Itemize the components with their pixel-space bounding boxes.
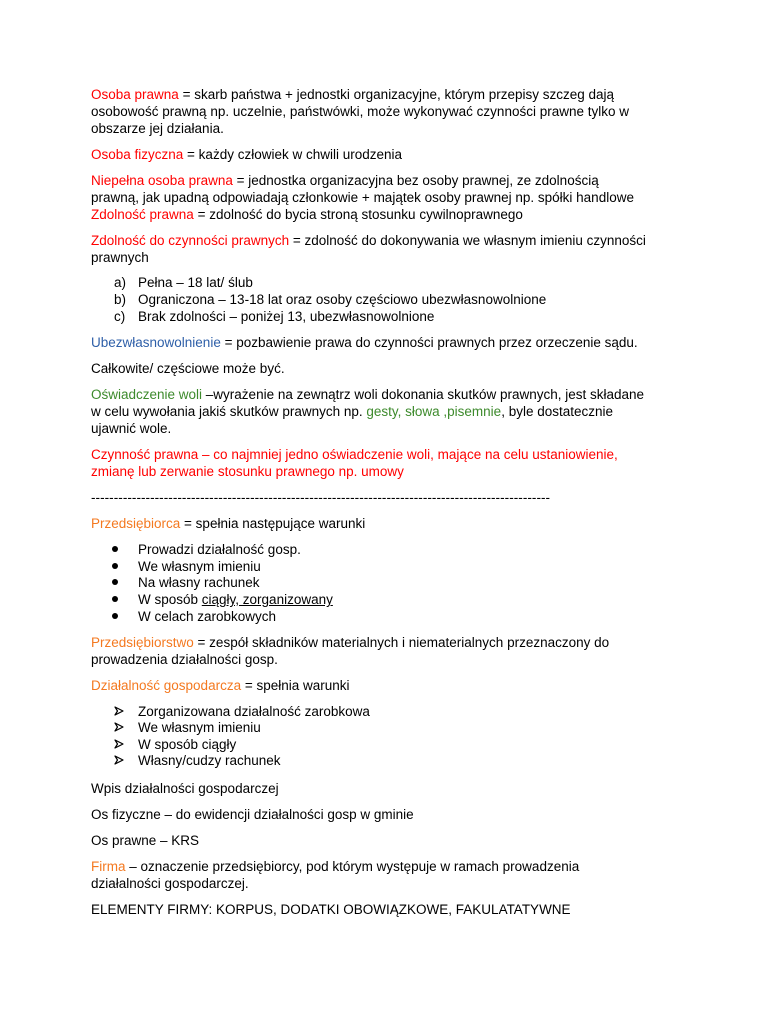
firma-line-2: działalności gospodarczej. — [91, 876, 249, 891]
list-item-text: W sposób — [138, 592, 202, 607]
term-przedsiebiorca: Przedsiębiorca — [91, 516, 181, 531]
definition-text: = spełnia następujące warunki — [180, 516, 366, 531]
bullet-icon — [112, 613, 118, 619]
list-item: Zorganizowana działalność zarobkowa — [138, 704, 370, 719]
definition-text: = pozbawienie prawa do czynności prawnych przez orzeczenie sądu. — [220, 335, 638, 350]
oswiadczenie-woli-line-1 — [91, 386, 644, 403]
osoba-prawna-line-3: obszarze jej działania. — [91, 121, 224, 136]
term-zdolnosc-do-czynnosci: Zdolność do czynności prawnych — [91, 233, 290, 248]
definition-text: = każdy człowiek w chwili urodzenia — [183, 147, 403, 162]
definition-text: –wyrażenie na zewnątrz woli dokonania skutków prawnych, jest składane — [202, 387, 645, 402]
list-marker: a) — [114, 275, 127, 290]
elements-heading: ELEMENTY FIRMY: KORPUS, DODATKI OBOWIĄZKOWE, FAKULATATYWNE — [91, 902, 571, 917]
list-item: Brak zdolności – poniżej 13, ubezwłasnowolnione — [138, 309, 435, 324]
definition-text: = jednostka organizacyjna bez osoby prawnej, ze zdolnością — [232, 173, 599, 188]
definition-text: = spełnia warunki — [241, 678, 350, 693]
czynnosc-prawna-line-2: zmianę lub zerwanie stosunku prawnego np. umowy — [91, 464, 404, 479]
osoba-fizyczna-line — [91, 146, 402, 163]
arrow-bullet-icon — [114, 755, 124, 765]
definition-text: = zdolność do dokonywania we własnym imieniu czynności — [289, 233, 646, 248]
ubezwlasnowolnienie-line — [91, 334, 638, 351]
bullet-icon — [112, 579, 118, 585]
term-osoba-fizyczna: Osoba fizyczna — [91, 147, 184, 162]
niepelna-osoba-line-2: prawną, jak upadną odpowiadają członkowie + majątek osoby prawnej np. spółki handlowe — [91, 190, 634, 205]
oswiadczenie-woli-line-3: ujawnić wole. — [91, 421, 172, 436]
oswiadczenie-woli-line-2 — [91, 403, 613, 420]
list-marker: c) — [114, 309, 126, 324]
arrow-bullet-icon — [114, 706, 124, 716]
text-line: Os fizyczne – do ewidencji działalności gosp w gminie — [91, 807, 414, 822]
term-niepelna-osoba-prawna: Niepełna osoba prawna — [91, 173, 233, 188]
czynnosc-prawna-line-1: Czynność prawna – co najmniej jedno oświadczenie woli, mające na celu ustaniowienie, — [91, 447, 618, 462]
zdolnosc-czynnosci-line-1 — [91, 232, 646, 249]
przedsiebiorca-line — [91, 515, 365, 532]
definition-text: = skarb państwa + jednostki organizacyjne, którym przepisy szczeg dają — [178, 87, 615, 102]
bullet-icon — [112, 546, 118, 552]
niepelna-osoba-line-1 — [91, 172, 599, 189]
definition-text: = zespół składników materialnych i niematerialnych przeznaczony do — [193, 635, 610, 650]
definition-text: w celu wywołania jakiś skutków prawnych np. — [91, 404, 367, 419]
przedsiebiorstwo-line-2: prowadzenia działalności gosp. — [91, 652, 278, 667]
term-firma: Firma — [91, 859, 126, 874]
term-osoba-prawna: Osoba prawna — [91, 87, 179, 102]
text-line: Wpis działalności gospodarczej — [91, 781, 279, 796]
examples-highlight: gesty, słowa ,pisemnie — [366, 404, 502, 419]
definition-text: – oznaczenie przedsiębiorcy, pod którym występuje w ramach prowadzenia — [125, 859, 580, 874]
list-item: Ograniczona – 13-18 lat oraz osoby częściowo ubezwłasnowolnione — [138, 292, 547, 307]
definition-text: , byle dostatecznie — [501, 404, 614, 419]
list-item: W celach zarobkowych — [138, 609, 277, 624]
list-item: Pełna – 18 lat/ ślub — [138, 275, 253, 290]
zdolnosc-prawna-line — [91, 206, 523, 223]
zdolnosc-czynnosci-line-2: prawnych — [91, 250, 149, 265]
list-item — [138, 591, 333, 608]
przedsiebiorstwo-line-1 — [91, 634, 609, 651]
term-oswiadczenie-woli: Oświadczenie woli — [91, 387, 203, 402]
list-item: Własny/cudzy rachunek — [138, 753, 281, 768]
arrow-bullet-icon — [114, 739, 124, 749]
list-item: Prowadzi działalność gosp. — [138, 542, 301, 557]
bullet-icon — [112, 596, 118, 602]
term-dzialalnosc-gospodarcza: Działalność gospodarcza — [91, 678, 242, 693]
osoba-prawna-line-1 — [91, 86, 614, 103]
term-przedsiebiorstwo: Przedsiębiorstwo — [91, 635, 194, 650]
list-item: We własnym imieniu — [138, 559, 261, 574]
term-ubezwlasnowolnienie: Ubezwłasnowolnienie — [91, 335, 221, 350]
note-line: Całkowite/ częściowe może być. — [91, 361, 285, 376]
bullet-icon — [112, 563, 118, 569]
list-marker: b) — [114, 292, 127, 307]
list-item: W sposób ciągły — [138, 737, 237, 752]
underlined-text: ciągły, zorganizowany — [201, 592, 333, 607]
osoba-prawna-line-2: osobowość prawną np. uczelnie, państwówki, może wykonywać czynności prawne tylko w — [91, 104, 629, 119]
definition-text: = zdolność do bycia stroną stosunku cywilnoprawnego — [193, 207, 523, 222]
dzialalnosc-line — [91, 677, 350, 694]
list-item: We własnym imieniu — [138, 720, 261, 735]
firma-line-1 — [91, 858, 579, 875]
list-item: Na własny rachunek — [138, 575, 260, 590]
dashed-divider: ----------------------------------------------------------------------------------------------------- — [91, 490, 551, 505]
arrow-bullet-icon — [114, 722, 124, 732]
term-zdolnosc-prawna: Zdolność prawna — [91, 207, 194, 222]
text-line: Os prawne – KRS — [91, 833, 200, 848]
